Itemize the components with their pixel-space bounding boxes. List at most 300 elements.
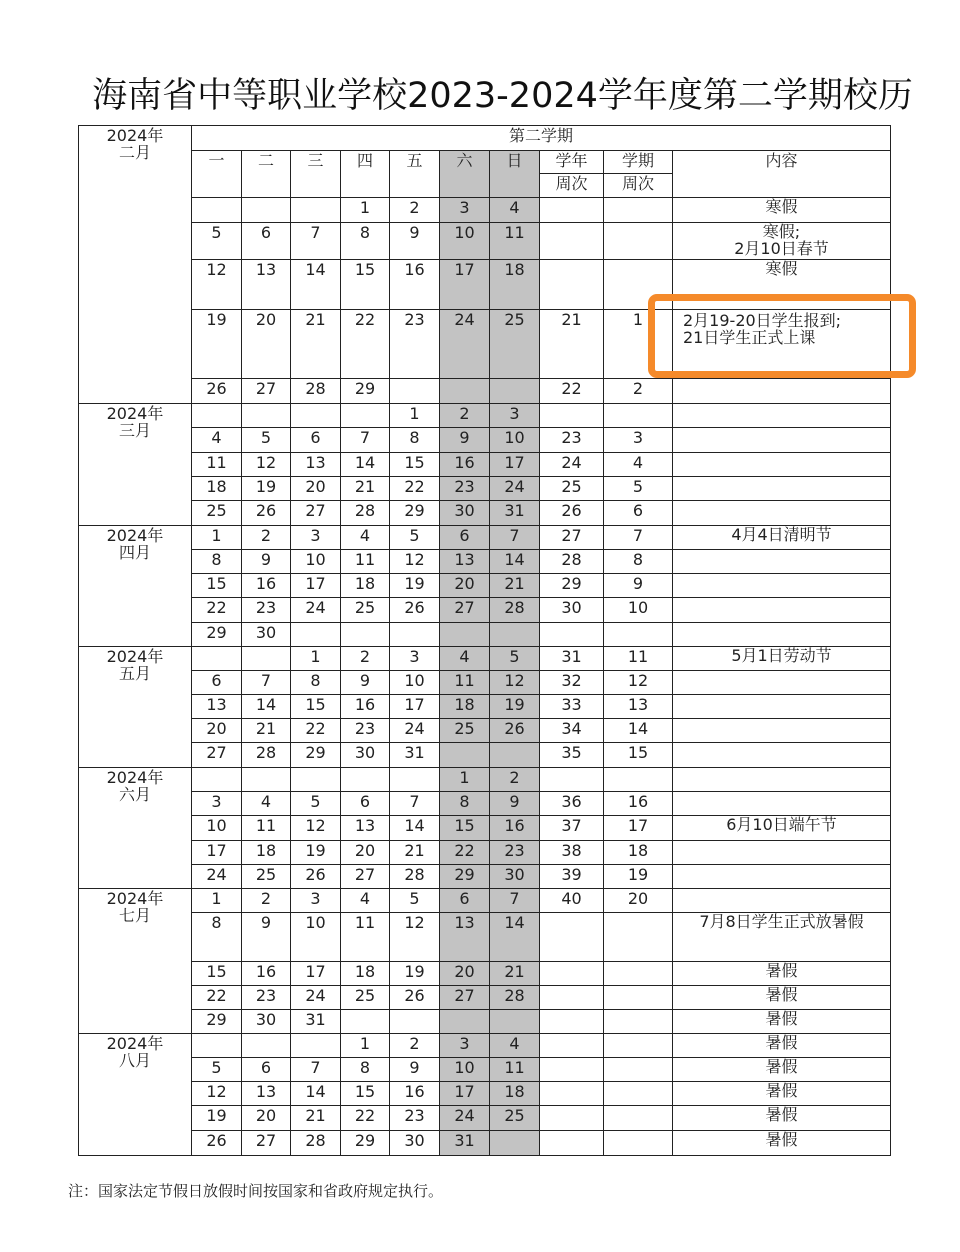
term-week-cell bbox=[604, 768, 673, 792]
day-cell: 26 bbox=[390, 598, 440, 623]
day-cell: 14 bbox=[390, 816, 440, 841]
day-cell bbox=[341, 623, 390, 647]
day-cell: 19 bbox=[192, 1106, 242, 1131]
content-cell: 暑假 bbox=[673, 1034, 891, 1058]
day-cell: 17 bbox=[192, 841, 242, 865]
day-cell: 14 bbox=[291, 1082, 341, 1106]
month-year: 2024年 bbox=[106, 768, 164, 787]
day-cell: 7 bbox=[390, 792, 440, 816]
day-cell: 27 bbox=[341, 865, 390, 889]
week-row bbox=[79, 477, 891, 501]
week-row bbox=[79, 792, 891, 816]
day-cell bbox=[242, 768, 291, 792]
day-cell: 7 bbox=[341, 428, 390, 453]
month-label bbox=[79, 768, 192, 889]
term-week-cell bbox=[604, 986, 673, 1010]
content-cell bbox=[673, 379, 891, 404]
week-row bbox=[79, 501, 891, 526]
day-cell: 19 bbox=[192, 310, 242, 379]
day-cell: 1 bbox=[440, 768, 490, 792]
day-cell: 28 bbox=[291, 379, 341, 404]
page-title: 海南省中等职业学校2023-2024学年度第二学期校历 bbox=[92, 76, 913, 116]
term-week-cell bbox=[604, 913, 673, 962]
term-week-cell bbox=[604, 1034, 673, 1058]
day-cell bbox=[192, 647, 242, 671]
year-week-cell: 35 bbox=[540, 743, 604, 768]
highlight-box bbox=[648, 294, 916, 378]
month-label bbox=[79, 126, 192, 404]
day-cell bbox=[490, 623, 540, 647]
day-cell: 9 bbox=[242, 550, 291, 574]
day-cell: 13 bbox=[440, 913, 490, 962]
content-cell bbox=[673, 623, 891, 647]
term-week-cell: 11 bbox=[604, 647, 673, 671]
day-cell: 10 bbox=[390, 671, 440, 695]
day-cell bbox=[291, 198, 341, 223]
term-week-cell bbox=[604, 1131, 673, 1156]
day-cell: 21 bbox=[490, 574, 540, 598]
day-cell: 1 bbox=[341, 198, 390, 223]
day-cell: 25 bbox=[341, 598, 390, 623]
term-week-cell bbox=[604, 1082, 673, 1106]
year-week-cell: 32 bbox=[540, 671, 604, 695]
year-week-cell bbox=[540, 962, 604, 986]
day-cell: 4 bbox=[490, 1034, 540, 1058]
day-cell: 30 bbox=[390, 1131, 440, 1156]
day-cell: 18 bbox=[192, 477, 242, 501]
day-cell: 7 bbox=[291, 223, 341, 260]
day-cell: 5 bbox=[390, 526, 440, 550]
day-cell: 28 bbox=[490, 598, 540, 623]
day-cell: 11 bbox=[440, 671, 490, 695]
day-cell: 16 bbox=[341, 695, 390, 719]
day-cell: 5 bbox=[192, 1058, 242, 1082]
day-cell: 8 bbox=[192, 913, 242, 962]
day-cell: 26 bbox=[192, 1131, 242, 1156]
month-name: 二月 bbox=[118, 143, 151, 162]
term-week-cell: 15 bbox=[604, 743, 673, 768]
day-cell: 15 bbox=[291, 695, 341, 719]
week-row bbox=[79, 913, 891, 962]
content-cell: 寒假 bbox=[673, 198, 891, 223]
term-header: 第二学期 bbox=[192, 126, 891, 151]
content-cell bbox=[673, 574, 891, 598]
day-cell: 7 bbox=[291, 1058, 341, 1082]
content-cell bbox=[673, 550, 891, 574]
content-cell: 7月8日学生正式放暑假 bbox=[673, 913, 891, 962]
day-cell: 9 bbox=[390, 223, 440, 260]
day-cell: 14 bbox=[291, 260, 341, 310]
day-cell: 11 bbox=[242, 816, 291, 841]
year-week-cell: 24 bbox=[540, 453, 604, 477]
day-cell: 2 bbox=[390, 1034, 440, 1058]
day-cell: 8 bbox=[291, 671, 341, 695]
day-cell bbox=[390, 1010, 440, 1034]
day-cell: 21 bbox=[390, 841, 440, 865]
day-cell: 10 bbox=[440, 1058, 490, 1082]
day-cell: 2 bbox=[490, 768, 540, 792]
day-cell: 16 bbox=[440, 453, 490, 477]
term-week-cell: 4 bbox=[604, 453, 673, 477]
day-cell bbox=[440, 743, 490, 768]
day-cell: 29 bbox=[341, 1131, 390, 1156]
day-cell: 25 bbox=[440, 719, 490, 743]
day-cell: 3 bbox=[440, 198, 490, 223]
week-row bbox=[79, 623, 891, 647]
day-cell: 26 bbox=[242, 501, 291, 526]
day-cell: 22 bbox=[192, 598, 242, 623]
term-week-cell: 8 bbox=[604, 550, 673, 574]
day-cell: 21 bbox=[242, 719, 291, 743]
day-cell: 4 bbox=[490, 198, 540, 223]
day-cell bbox=[192, 768, 242, 792]
content-cell bbox=[673, 404, 891, 428]
day-cell: 27 bbox=[192, 743, 242, 768]
month-label bbox=[79, 647, 192, 768]
content-cell bbox=[673, 598, 891, 623]
day-cell: 4 bbox=[341, 889, 390, 913]
content-cell: 6月10日端午节 bbox=[673, 816, 891, 841]
day-cell: 31 bbox=[291, 1010, 341, 1034]
day-cell: 20 bbox=[242, 1106, 291, 1131]
day-cell: 1 bbox=[291, 647, 341, 671]
term-week-cell: 9 bbox=[604, 574, 673, 598]
day-cell: 18 bbox=[242, 841, 291, 865]
day-cell bbox=[242, 647, 291, 671]
month-name: 八月 bbox=[118, 1051, 151, 1070]
day-cell: 18 bbox=[490, 1082, 540, 1106]
day-cell: 22 bbox=[390, 477, 440, 501]
month-name: 四月 bbox=[118, 543, 151, 562]
day-cell: 22 bbox=[291, 719, 341, 743]
day-cell: 20 bbox=[440, 574, 490, 598]
year-week-cell bbox=[540, 913, 604, 962]
day-cell: 13 bbox=[341, 816, 390, 841]
day-cell: 25 bbox=[242, 865, 291, 889]
day-cell: 29 bbox=[291, 743, 341, 768]
content-cell bbox=[673, 695, 891, 719]
week-row bbox=[79, 816, 891, 841]
day-cell: 11 bbox=[341, 550, 390, 574]
day-cell: 27 bbox=[242, 1131, 291, 1156]
day-cell: 31 bbox=[440, 1131, 490, 1156]
day-cell: 29 bbox=[192, 1010, 242, 1034]
day-cell: 23 bbox=[390, 310, 440, 379]
day-cell: 19 bbox=[242, 477, 291, 501]
day-cell: 29 bbox=[341, 379, 390, 404]
day-cell: 7 bbox=[242, 671, 291, 695]
term-week-header-sub: 周次 bbox=[604, 174, 673, 198]
day-cell: 22 bbox=[192, 986, 242, 1010]
year-week-cell: 27 bbox=[540, 526, 604, 550]
day-cell: 21 bbox=[490, 962, 540, 986]
month-name: 五月 bbox=[118, 664, 151, 683]
day-cell: 25 bbox=[490, 310, 540, 379]
year-week-cell: 40 bbox=[540, 889, 604, 913]
day-cell: 9 bbox=[490, 792, 540, 816]
term-week-cell bbox=[604, 1010, 673, 1034]
content-cell: 暑假 bbox=[673, 1058, 891, 1082]
day-cell: 22 bbox=[440, 841, 490, 865]
week-row bbox=[79, 1082, 891, 1106]
day-cell: 13 bbox=[192, 695, 242, 719]
day-cell: 8 bbox=[440, 792, 490, 816]
day-cell: 24 bbox=[490, 477, 540, 501]
year-week-cell: 26 bbox=[540, 501, 604, 526]
year-week-cell bbox=[540, 623, 604, 647]
day-cell: 11 bbox=[341, 913, 390, 962]
day-cell: 10 bbox=[490, 428, 540, 453]
day-cell: 28 bbox=[291, 1131, 341, 1156]
content-cell bbox=[673, 501, 891, 526]
day-cell: 5 bbox=[291, 792, 341, 816]
content-cell: 暑假 bbox=[673, 986, 891, 1010]
day-cell bbox=[192, 1034, 242, 1058]
year-week-cell: 38 bbox=[540, 841, 604, 865]
term-week-cell bbox=[604, 198, 673, 223]
weekday-header: 一 bbox=[192, 151, 242, 198]
month-label bbox=[79, 526, 192, 647]
day-cell: 6 bbox=[341, 792, 390, 816]
day-cell: 3 bbox=[192, 792, 242, 816]
week-row bbox=[79, 962, 891, 986]
day-cell: 4 bbox=[192, 428, 242, 453]
day-cell: 12 bbox=[291, 816, 341, 841]
weekday-header: 日 bbox=[490, 151, 540, 198]
day-cell: 24 bbox=[390, 719, 440, 743]
year-week-cell bbox=[540, 1058, 604, 1082]
day-cell: 24 bbox=[291, 598, 341, 623]
day-cell: 6 bbox=[440, 889, 490, 913]
day-cell bbox=[341, 404, 390, 428]
day-cell: 18 bbox=[341, 962, 390, 986]
day-cell bbox=[490, 379, 540, 404]
day-cell: 14 bbox=[490, 913, 540, 962]
day-cell: 8 bbox=[192, 550, 242, 574]
day-cell: 20 bbox=[291, 477, 341, 501]
day-cell: 5 bbox=[390, 889, 440, 913]
year-week-cell: 36 bbox=[540, 792, 604, 816]
term-week-cell: 5 bbox=[604, 477, 673, 501]
day-cell: 2 bbox=[341, 647, 390, 671]
day-cell: 8 bbox=[341, 223, 390, 260]
day-cell bbox=[291, 404, 341, 428]
day-cell: 17 bbox=[291, 962, 341, 986]
day-cell: 20 bbox=[440, 962, 490, 986]
weekday-header-row bbox=[79, 151, 891, 174]
day-cell bbox=[440, 623, 490, 647]
content-cell bbox=[673, 453, 891, 477]
year-week-cell: 21 bbox=[540, 310, 604, 379]
term-week-cell bbox=[604, 962, 673, 986]
week-row bbox=[79, 743, 891, 768]
day-cell bbox=[390, 623, 440, 647]
term-week-cell bbox=[604, 1106, 673, 1131]
year-week-cell bbox=[540, 986, 604, 1010]
day-cell: 4 bbox=[440, 647, 490, 671]
content-cell: 暑假 bbox=[673, 1010, 891, 1034]
day-cell: 13 bbox=[440, 550, 490, 574]
day-cell: 12 bbox=[242, 453, 291, 477]
day-cell: 21 bbox=[291, 1106, 341, 1131]
day-cell: 10 bbox=[192, 816, 242, 841]
day-cell: 30 bbox=[341, 743, 390, 768]
day-cell: 11 bbox=[490, 1058, 540, 1082]
day-cell: 5 bbox=[490, 647, 540, 671]
content-cell: 寒假 bbox=[673, 260, 891, 310]
day-cell: 29 bbox=[440, 865, 490, 889]
day-cell: 16 bbox=[490, 816, 540, 841]
term-week-cell: 1 bbox=[604, 310, 673, 379]
day-cell: 6 bbox=[291, 428, 341, 453]
weekday-header: 五 bbox=[390, 151, 440, 198]
day-cell: 31 bbox=[390, 743, 440, 768]
content-cell bbox=[673, 477, 891, 501]
day-cell bbox=[291, 623, 341, 647]
day-cell: 5 bbox=[242, 428, 291, 453]
weekday-header: 六 bbox=[440, 151, 490, 198]
day-cell: 16 bbox=[242, 574, 291, 598]
week-row bbox=[79, 453, 891, 477]
day-cell: 29 bbox=[192, 623, 242, 647]
term-week-cell: 19 bbox=[604, 865, 673, 889]
day-cell bbox=[291, 1034, 341, 1058]
year-week-cell: 39 bbox=[540, 865, 604, 889]
weekday-header: 三 bbox=[291, 151, 341, 198]
footnote: 注：国家法定节假日放假时间按国家和省政府规定执行。 bbox=[68, 1182, 444, 1200]
day-cell bbox=[440, 1010, 490, 1034]
content-cell: 4月4日清明节 bbox=[673, 526, 891, 550]
day-cell bbox=[440, 379, 490, 404]
year-week-header: 学年 bbox=[540, 151, 604, 174]
year-week-cell: 33 bbox=[540, 695, 604, 719]
day-cell: 26 bbox=[490, 719, 540, 743]
day-cell: 3 bbox=[291, 526, 341, 550]
day-cell: 9 bbox=[440, 428, 490, 453]
day-cell: 15 bbox=[390, 453, 440, 477]
term-week-cell: 17 bbox=[604, 816, 673, 841]
day-cell: 3 bbox=[390, 647, 440, 671]
week-row bbox=[79, 598, 891, 623]
day-cell: 30 bbox=[440, 501, 490, 526]
day-cell: 28 bbox=[341, 501, 390, 526]
day-cell: 23 bbox=[490, 841, 540, 865]
day-cell: 1 bbox=[341, 1034, 390, 1058]
year-week-cell bbox=[540, 768, 604, 792]
header-row bbox=[79, 126, 891, 151]
month-year: 2024年 bbox=[106, 1034, 164, 1053]
day-cell: 9 bbox=[390, 1058, 440, 1082]
day-cell bbox=[341, 1010, 390, 1034]
day-cell: 27 bbox=[440, 986, 490, 1010]
day-cell: 23 bbox=[242, 598, 291, 623]
week-row bbox=[79, 671, 891, 695]
day-cell: 24 bbox=[440, 1106, 490, 1131]
day-cell: 1 bbox=[192, 526, 242, 550]
day-cell bbox=[341, 768, 390, 792]
day-cell: 12 bbox=[192, 260, 242, 310]
day-cell: 1 bbox=[192, 889, 242, 913]
content-cell bbox=[673, 792, 891, 816]
day-cell: 30 bbox=[490, 865, 540, 889]
day-cell: 6 bbox=[242, 223, 291, 260]
day-cell: 4 bbox=[341, 526, 390, 550]
day-cell: 15 bbox=[341, 260, 390, 310]
day-cell: 20 bbox=[341, 841, 390, 865]
day-cell: 3 bbox=[490, 404, 540, 428]
week-row bbox=[79, 1010, 891, 1034]
day-cell: 24 bbox=[440, 310, 490, 379]
term-week-cell bbox=[604, 223, 673, 260]
day-cell: 22 bbox=[341, 1106, 390, 1131]
day-cell: 6 bbox=[192, 671, 242, 695]
day-cell: 26 bbox=[291, 865, 341, 889]
day-cell: 27 bbox=[291, 501, 341, 526]
day-cell: 28 bbox=[242, 743, 291, 768]
month-label bbox=[79, 404, 192, 526]
day-cell: 31 bbox=[490, 501, 540, 526]
term-week-cell: 2 bbox=[604, 379, 673, 404]
year-week-cell: 37 bbox=[540, 816, 604, 841]
day-cell: 17 bbox=[390, 695, 440, 719]
day-cell: 13 bbox=[242, 260, 291, 310]
day-cell: 12 bbox=[490, 671, 540, 695]
day-cell: 2 bbox=[242, 889, 291, 913]
year-week-cell bbox=[540, 223, 604, 260]
content-cell bbox=[673, 768, 891, 792]
term-week-cell: 3 bbox=[604, 428, 673, 453]
content-header: 内容 bbox=[673, 151, 891, 198]
month-name: 七月 bbox=[118, 906, 151, 925]
day-cell: 4 bbox=[242, 792, 291, 816]
day-cell: 17 bbox=[440, 1082, 490, 1106]
day-cell: 15 bbox=[192, 574, 242, 598]
week-row bbox=[79, 550, 891, 574]
day-cell bbox=[390, 379, 440, 404]
year-week-cell bbox=[540, 404, 604, 428]
day-cell: 19 bbox=[390, 962, 440, 986]
day-cell: 30 bbox=[242, 1010, 291, 1034]
content-cell: 暑假 bbox=[673, 1131, 891, 1156]
week-row bbox=[79, 1058, 891, 1082]
month-name: 三月 bbox=[118, 421, 151, 440]
day-cell bbox=[490, 743, 540, 768]
week-row bbox=[79, 889, 891, 913]
week-row bbox=[79, 428, 891, 453]
year-week-cell: 30 bbox=[540, 598, 604, 623]
day-cell: 17 bbox=[291, 574, 341, 598]
day-cell: 23 bbox=[390, 1106, 440, 1131]
term-week-cell bbox=[604, 623, 673, 647]
day-cell bbox=[192, 404, 242, 428]
day-cell: 14 bbox=[490, 550, 540, 574]
day-cell: 19 bbox=[291, 841, 341, 865]
day-cell: 20 bbox=[242, 310, 291, 379]
day-cell: 19 bbox=[390, 574, 440, 598]
content-cell: 5月1日劳动节 bbox=[673, 647, 891, 671]
year-week-cell bbox=[540, 1131, 604, 1156]
year-week-cell bbox=[540, 1106, 604, 1131]
day-cell: 25 bbox=[341, 986, 390, 1010]
day-cell bbox=[242, 198, 291, 223]
day-cell: 3 bbox=[440, 1034, 490, 1058]
day-cell: 11 bbox=[490, 223, 540, 260]
day-cell: 5 bbox=[192, 223, 242, 260]
day-cell: 27 bbox=[440, 598, 490, 623]
year-week-cell: 34 bbox=[540, 719, 604, 743]
term-week-cell: 20 bbox=[604, 889, 673, 913]
day-cell: 6 bbox=[242, 1058, 291, 1082]
